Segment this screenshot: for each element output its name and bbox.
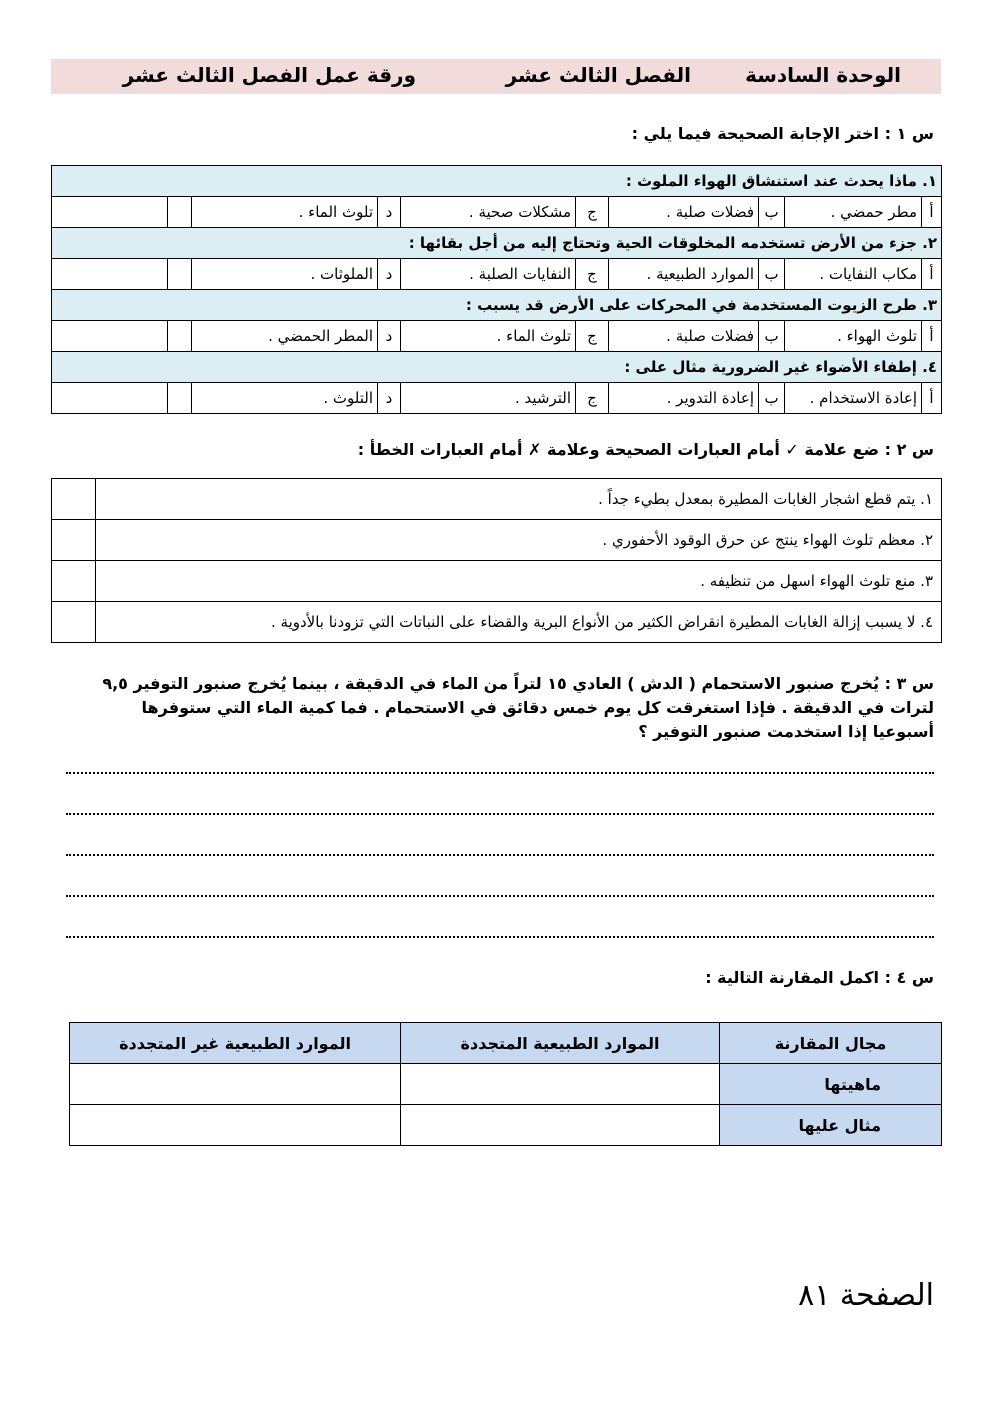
option-letter: ج (576, 383, 609, 414)
q1-question-row (52, 166, 942, 197)
q1-options-row (52, 383, 942, 414)
spacer-cell (52, 383, 168, 414)
answer-box[interactable] (52, 602, 96, 643)
q2-statement-3: ٣. منع تلوث الهواء اسهل من تنظيفه . (96, 561, 942, 602)
spacer-cell (52, 197, 168, 228)
q2-statement-4: ٤. لا يسبب إزالة الغابات المطيرة انقراض الكثير من الأنواع البرية والقضاء على النباتات التي تزودنا بالأدوية . (96, 602, 942, 643)
row-label-definition: ماهيتها (720, 1064, 942, 1105)
answer-cell[interactable] (401, 1064, 720, 1105)
table-row (70, 1064, 942, 1105)
spacer-cell (168, 259, 192, 290)
option-b[interactable]: الموارد الطبيعية . (609, 259, 759, 290)
sheet-title: ورقة عمل الفصل الثالث عشر (122, 63, 416, 87)
answer-line[interactable] (66, 875, 934, 897)
option-letter: ب (759, 383, 785, 414)
chapter-title: الفصل الثالث عشر (505, 63, 691, 87)
option-c[interactable]: مشكلات صحية . (401, 197, 576, 228)
answer-line[interactable] (66, 834, 934, 856)
option-b[interactable]: فضلات صلبة . (609, 321, 759, 352)
q4-title: س ٤ : اكمل المقارنة التالية : (705, 968, 934, 987)
q1-question-2: ٢. جزء من الأرض تستخدمه المخلوقات الحية وتحتاج إليه من أجل بقائها : (52, 228, 942, 259)
answer-line[interactable] (66, 916, 934, 938)
q1-question-row (52, 352, 942, 383)
option-a[interactable]: مطر حمضي . (785, 197, 922, 228)
q1-title: س ١ : اختر الإجابة الصحيحة فيما يلي : (631, 124, 934, 143)
option-letter: د (378, 321, 401, 352)
option-letter: أ (922, 259, 942, 290)
spacer-cell (168, 321, 192, 352)
answer-cell[interactable] (70, 1064, 401, 1105)
option-letter: ج (576, 197, 609, 228)
q2-table (51, 478, 942, 643)
table-header-row (70, 1023, 942, 1064)
option-c[interactable]: النفايات الصلبة . (401, 259, 576, 290)
option-letter: د (378, 383, 401, 414)
option-b[interactable]: إعادة التدوير . (609, 383, 759, 414)
q4-comparison-table (69, 1022, 942, 1146)
q1-options-row (52, 197, 942, 228)
spacer-cell (168, 383, 192, 414)
answer-line[interactable] (66, 752, 934, 774)
header-renewable: الموارد الطبيعية المتجددة (401, 1023, 720, 1064)
row-label-example: مثال عليها (720, 1105, 942, 1146)
answer-cell[interactable] (401, 1105, 720, 1146)
q1-question-1: ١. ماذا يحدث عند استنشاق الهواء الملوث : (52, 166, 942, 197)
option-letter: ب (759, 197, 785, 228)
spacer-cell (52, 321, 168, 352)
table-row (70, 1105, 942, 1146)
answer-box[interactable] (52, 561, 96, 602)
spacer-cell (168, 197, 192, 228)
option-letter: ب (759, 321, 785, 352)
answer-box[interactable] (52, 520, 96, 561)
table-row (52, 520, 942, 561)
option-letter: د (378, 259, 401, 290)
option-c[interactable]: الترشيد . (401, 383, 576, 414)
option-b[interactable]: فضلات صلبة . (609, 197, 759, 228)
q1-table (51, 165, 942, 414)
option-d[interactable]: تلوث الماء . (192, 197, 378, 228)
answer-box[interactable] (52, 479, 96, 520)
answer-line[interactable] (66, 793, 934, 815)
q2-statement-2: ٢. معظم تلوث الهواء ينتج عن حرق الوقود الأحفوري . (96, 520, 942, 561)
answer-cell[interactable] (70, 1105, 401, 1146)
option-a[interactable]: إعادة الاستخدام . (785, 383, 922, 414)
option-d[interactable]: التلوث . (192, 383, 378, 414)
option-d[interactable]: المطر الحمضي . (192, 321, 378, 352)
header-nonrenewable: الموارد الطبيعية غير المتجددة (70, 1023, 401, 1064)
q2-title: س ٢ : ضع علامة ✓ أمام العبارات الصحيحة وعلامة ✗ أمام العبارات الخطأ : (357, 440, 934, 459)
q1-question-row (52, 228, 942, 259)
option-letter: ج (576, 259, 609, 290)
option-c[interactable]: تلوث الماء . (401, 321, 576, 352)
option-letter: ج (576, 321, 609, 352)
q1-question-4: ٤. إطفاء الأضواء غير الضرورية مثال على : (52, 352, 942, 383)
option-letter: أ (922, 321, 942, 352)
q1-question-row (52, 290, 942, 321)
page-number: الصفحة ٨١ (798, 1278, 934, 1313)
q1-options-row (52, 259, 942, 290)
table-row (52, 561, 942, 602)
q3-text: س ٣ : يُخرج صنبور الاستحمام ( الدش ) العادي ١٥ لتراً من الماء في الدقيقة ، بينما يُخرج صنبور التوفير ٩,٥ لترات في الدقيقة . فإذا استغرقت كل يوم خمس دقائق في الاستحمام . فما كمية الماء التي ستوفرها أسبوعيا إذا استخدمت صنبور التوفير ؟ (102, 674, 934, 741)
option-letter: أ (922, 383, 942, 414)
q1-options-row (52, 321, 942, 352)
option-letter: د (378, 197, 401, 228)
option-letter: أ (922, 197, 942, 228)
q2-statement-1: ١. يتم قطع اشجار الغابات المطيرة بمعدل بطيء جداً . (96, 479, 942, 520)
option-d[interactable]: الملوثات . (192, 259, 378, 290)
table-row (52, 479, 942, 520)
option-a[interactable]: تلوث الهواء . (785, 321, 922, 352)
option-a[interactable]: مكاب النفايات . (785, 259, 922, 290)
unit-title: الوحدة السادسة (745, 63, 901, 87)
table-row (52, 602, 942, 643)
header-comparison-field: مجال المقارنة (720, 1023, 942, 1064)
option-letter: ب (759, 259, 785, 290)
spacer-cell (52, 259, 168, 290)
header-band (51, 59, 941, 94)
q1-question-3: ٣. طرح الزيوت المستخدمة في المحركات على الأرض قد يسبب : (52, 290, 942, 321)
